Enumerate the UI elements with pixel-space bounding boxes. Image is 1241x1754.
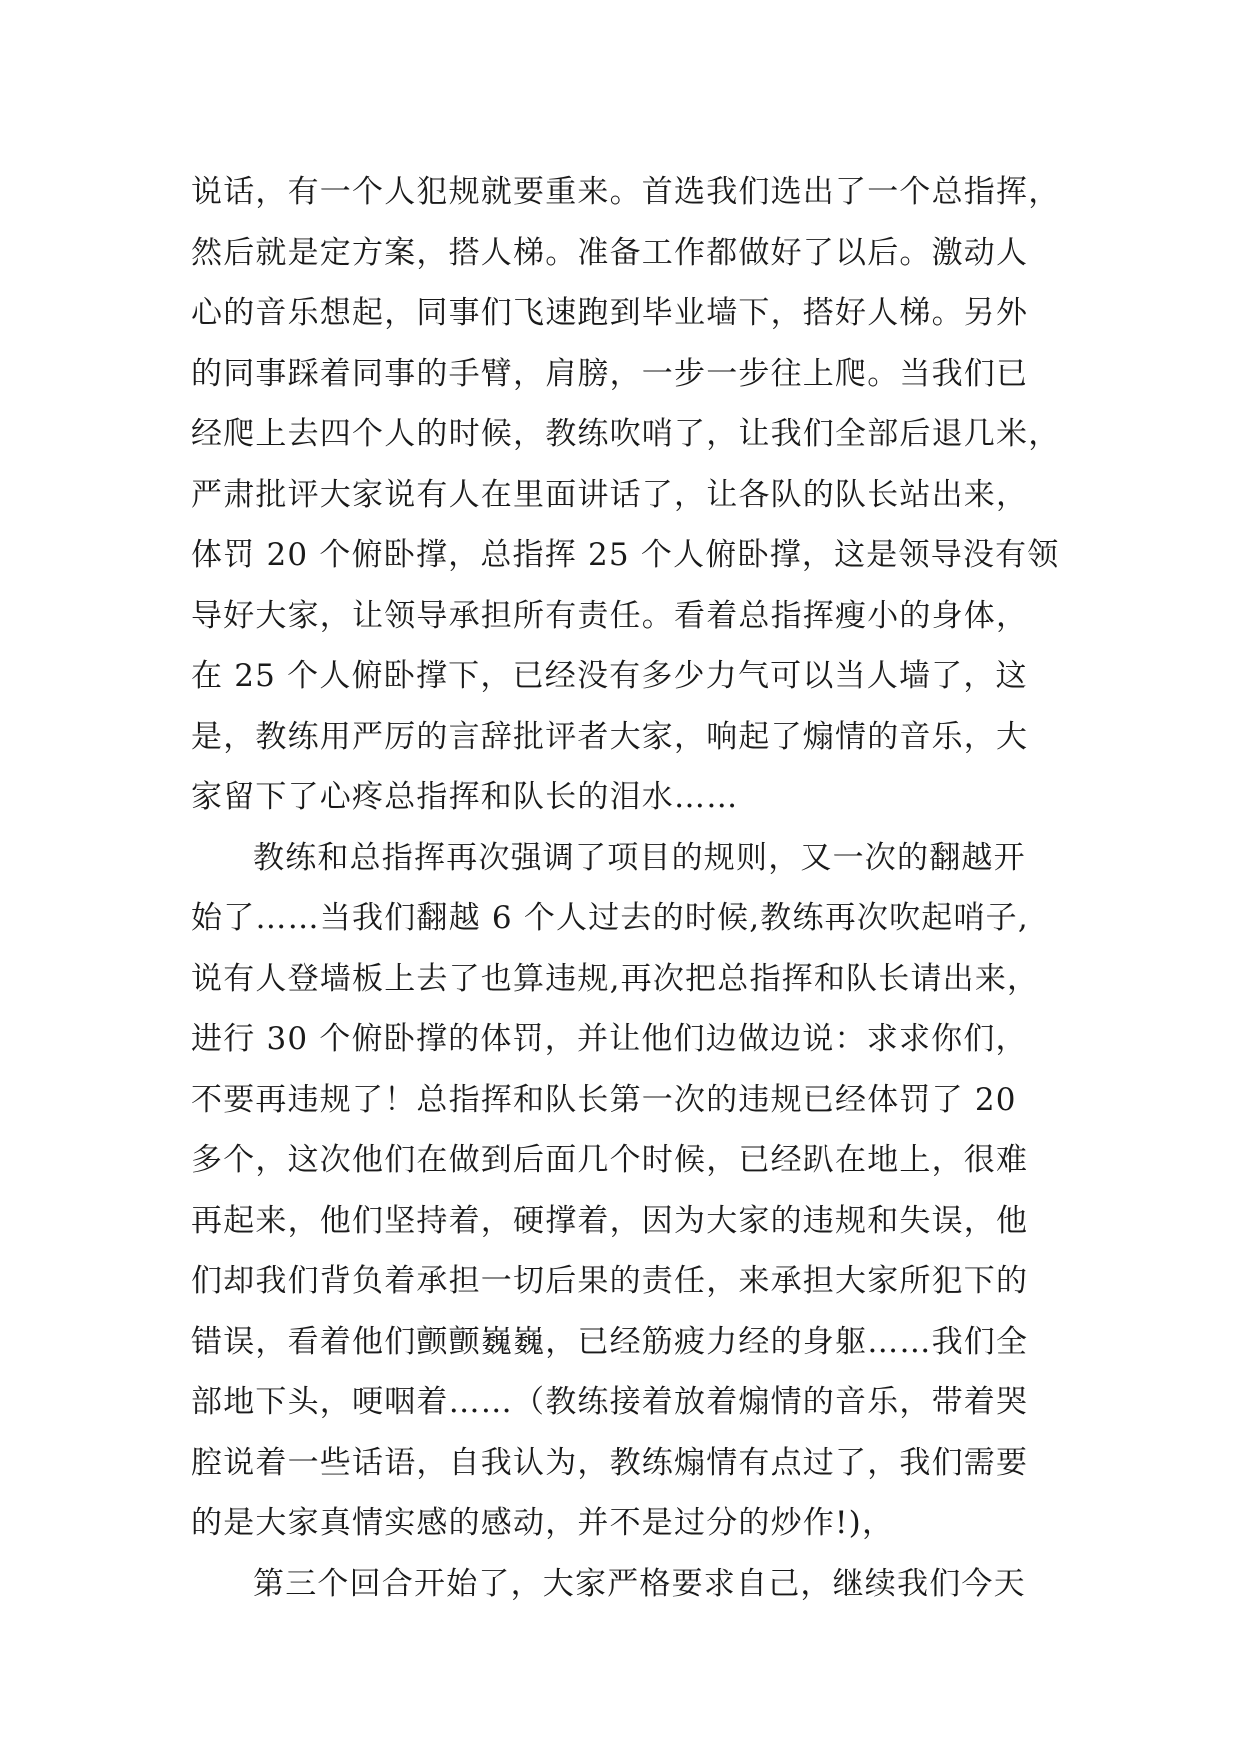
text-line: 导好大家，让领导承担所有责任。看着总指挥瘦小的身体， xyxy=(191,597,1029,634)
paragraph-start-line: 教练和总指挥再次强调了项目的规则，又一次的翻越开 xyxy=(253,839,1026,876)
text-line: 再起来，他们坚持着，硬撑着，因为大家的违规和失误，他 xyxy=(191,1202,1029,1239)
text-line: 心的音乐想起，同事们飞速跑到毕业墙下，搭好人梯。另外 xyxy=(191,295,1029,331)
text-line: 腔说着一些话语，自我认为，教练煽情有点过了，我们需要 xyxy=(191,1444,1029,1481)
document-body xyxy=(191,162,1071,1614)
text-line: 始了……当我们翻越 6 个人过去的时候,教练再次吹起哨子, xyxy=(191,900,1029,936)
text-line: 说有人登墙板上去了也算违规,再次把总指挥和队长请出来， xyxy=(191,960,1040,997)
text-line: 家留下了心疼总指挥和队长的泪水…… xyxy=(191,779,739,815)
text-line: 多个，这次他们在做到后面几个时候，已经趴在地上，很难 xyxy=(191,1142,1029,1178)
text-line: 是，教练用严厉的言辞批评者大家，响起了煽情的音乐，大 xyxy=(191,718,1029,755)
text-line: 体罚 20 个俯卧撑，总指挥 25 个人俯卧撑，这是领导没有领 xyxy=(191,537,1060,573)
text-line: 经爬上去四个人的时候，教练吹哨了，让我们全部后退几米， xyxy=(191,416,1061,452)
text-line: 说话，有一个人犯规就要重来。首选我们选出了一个总指挥， xyxy=(191,174,1061,210)
text-line: 们却我们背负着承担一切后果的责任，来承担大家所犯下的 xyxy=(191,1263,1029,1299)
text-line: 部地下头，哽咽着……（教练接着放着煽情的音乐，带着哭 xyxy=(191,1384,1029,1420)
paragraph-start-line: 第三个回合开始了，大家严格要求自己，继续我们今天 xyxy=(253,1565,1026,1602)
text-line: 的是大家真情实感的感动，并不是过分的炒作!)， xyxy=(191,1505,895,1541)
text-line: 错误，看着他们颤颤巍巍，已经筋疲力经的身躯……我们全 xyxy=(191,1323,1029,1360)
text-line: 不要再违规了！总指挥和队长第一次的违规已经体罚了 20 xyxy=(191,1081,1017,1118)
text-line: 进行 30 个俯卧撑的体罚，并让他们边做边说：求求你们， xyxy=(191,1021,1028,1057)
text-line: 然后就是定方案，搭人梯。准备工作都做好了以后。激动人 xyxy=(191,234,1029,271)
text-line: 的同事踩着同事的手臂，肩膀，一步一步往上爬。当我们已 xyxy=(191,355,1029,392)
text-line: 严肃批评大家说有人在里面讲话了，让各队的队长站出来， xyxy=(191,476,1029,513)
text-line: 在 25 个人俯卧撑下，已经没有多少力气可以当人墙了，这 xyxy=(191,658,1028,694)
